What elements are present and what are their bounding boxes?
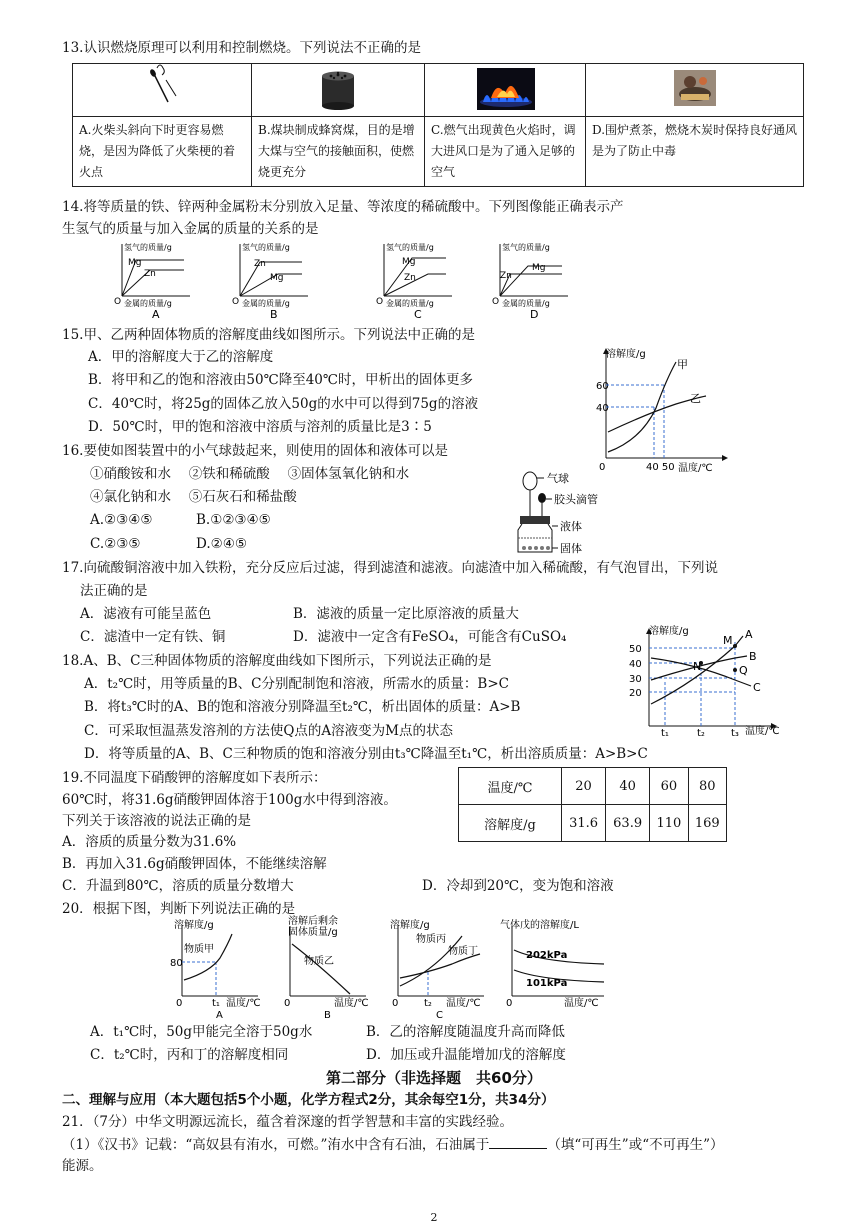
q20-a-curve	[184, 934, 232, 980]
q15-solubility-chart	[586, 340, 736, 475]
q20-graphs	[170, 914, 610, 1022]
q20-d-origin: 0	[506, 998, 513, 1009]
q20-a-origin: 0	[176, 998, 183, 1009]
q15-chart-label-yi: 乙	[690, 392, 701, 405]
q14-graph-b	[232, 242, 308, 321]
q19-option-d: D．冷却到20℃，变为饱和溶液	[422, 878, 614, 894]
q13-stem: 13.认识燃烧原理可以利用和控制燃烧。下列说法不正确的是	[62, 40, 421, 56]
q18-point-q: Q	[739, 664, 748, 677]
q20-b-curve	[292, 944, 350, 994]
page-number: 2	[430, 1211, 438, 1224]
q20-b-xlabel: 温度/℃	[334, 998, 369, 1009]
table-cell: 60	[650, 768, 688, 805]
q20-c-curve1-label: 物质丙	[416, 934, 446, 945]
q15-chart-ylabel: 溶解度/g	[606, 349, 646, 360]
q18-tick-t3: t₃	[731, 728, 739, 738]
table-cell: 溶解度/g	[459, 805, 562, 842]
curve-lower-label: Mg	[270, 273, 284, 283]
q20-b-ylabel-1: 溶解后剩余	[288, 916, 338, 927]
q20-option-c: C．t₂℃时，丙和丁的溶解度相同	[90, 1047, 289, 1063]
q16-apparatus	[510, 468, 630, 560]
q17-option-a: A．滤液有可能呈蓝色	[80, 606, 212, 622]
q20-a-curve-label: 物质甲	[184, 944, 214, 955]
q20-option-d: D．加压或升温能增加戊的溶解度	[366, 1047, 566, 1063]
q21-sub1-text-a: （1）《汉书》记载：“高奴县有洧水，可燃。”洧水中含有石油，石油属于	[62, 1137, 490, 1153]
q15-option-c: C．40℃时，将25g的固体乙放入50g的水中可以得到75g的溶液	[88, 396, 479, 412]
stove-tea-icon	[586, 64, 803, 116]
q20-option-a: A．t₁℃时，50g甲能完全溶于50g水	[90, 1024, 313, 1040]
q14-graphs	[110, 240, 590, 322]
q20-b-origin: 0	[284, 998, 291, 1009]
q19-stem-3: 下列关于该溶液的说法正确的是	[62, 813, 251, 829]
part2-section-heading: 二、理解与应用（本大题包括5个小题，化学方程式2分，其余每空1分，共34分）	[62, 1092, 555, 1108]
q14-graph-d	[492, 242, 568, 321]
x-axis-label: 金属的质量/g	[242, 299, 290, 308]
q20-c-t2: t₂	[424, 998, 432, 1009]
q19-stem-2: 60℃时，将31.6g硝酸钾固体溶于100g水中得到溶液。	[62, 792, 397, 808]
q21-sub1-end: 能源。	[62, 1158, 103, 1174]
q18-option-c: C．可采取恒温蒸发溶剂的方法使Q点的A溶液变为M点的状态	[84, 723, 453, 739]
q17-option-b: B．滤液的质量一定比原溶液的质量大	[293, 606, 519, 622]
q18-point-m: M	[723, 634, 733, 647]
q18-chart-ylabel: 溶解度/g	[649, 626, 689, 637]
part2-title: 第二部分（非选择题 共60分）	[326, 1069, 542, 1087]
q21-sub1-text-b: （填“可再生”或“不可再生”）	[547, 1137, 724, 1153]
q20-a-y80: 80	[170, 958, 183, 969]
q18-label-c: C	[753, 681, 761, 694]
q18-label-a: A	[745, 628, 753, 641]
q16-label-dropper: 胶头滴管	[554, 493, 598, 506]
table-cell: 80	[688, 768, 726, 805]
q18-tick-t1: t₁	[661, 728, 669, 738]
q15-chart-tick-40: 40	[596, 403, 609, 414]
curve-lower-label: Zn	[144, 269, 156, 279]
curve-upper-label: Zn	[254, 259, 266, 269]
q20-b-ylabel-2: 固体质量/g	[288, 927, 338, 938]
q19-option-c: C．升温到80℃，溶质的质量分数增大	[62, 878, 294, 894]
q16-choices-row-2: ④氯化钠和水 ⑤石灰石和稀盐酸	[90, 489, 297, 505]
q20-a-xlabel: 温度/℃	[226, 998, 261, 1009]
q17-option-d: D．滤液中一定含有FeSO₄，可能含有CuSO₄	[293, 629, 567, 645]
q15-chart-label-jia: 甲	[677, 358, 688, 371]
q20-c-origin: 0	[392, 998, 399, 1009]
q19-solubility-table	[458, 767, 727, 842]
y-axis-label: 氢气的质量/g	[242, 243, 290, 252]
honeycomb-briquette-icon	[252, 64, 424, 116]
origin-label: O	[492, 297, 500, 307]
q20-c-curve2-label: 物质丁	[448, 946, 478, 957]
curve-lower-label: Zn	[404, 273, 416, 283]
q16-label-balloon: 气球	[547, 472, 569, 485]
q14-graph-c	[376, 242, 452, 321]
q18-chart-tick-30: 30	[629, 674, 642, 685]
q15-chart-x4050: 40 50	[646, 462, 675, 473]
q15-chart-x0: 0	[599, 462, 606, 473]
q16-choices-row-1: ①硝酸铵和水 ②铁和稀硫酸 ③固体氢氧化钠和水	[90, 466, 410, 482]
q15-option-a: A．甲的溶解度大于乙的溶解度	[88, 349, 274, 365]
q15-option-d: D．50℃时，甲的饱和溶液中溶质与溶剂的质量比是3∶5	[88, 419, 432, 435]
q17-stem-1: 17.向硫酸铜溶液中加入铁粉，充分反应后过滤，得到滤渣和滤液。向滤渣中加入稀硫酸，有气泡冒出，下列说	[62, 560, 718, 576]
q18-chart-xlabel: 温度/℃	[745, 726, 780, 737]
q18-option-a: A．t₂℃时，用等质量的B、C分别配制饱和溶液，所需水的质量：B>C	[84, 676, 509, 692]
q15-option-b: B．将甲和乙的饱和溶液由50℃降至40℃时，甲析出的固体更多	[88, 372, 473, 388]
q20-b-curve-label: 物质乙	[304, 956, 334, 967]
q19-option-b: B．再加入31.6g硝酸钾固体，不能继续溶解	[62, 856, 327, 872]
y-axis-label: 氢气的质量/g	[502, 243, 550, 252]
q20-option-b: B．乙的溶解度随温度升高而降低	[366, 1024, 565, 1040]
q16-stem: 16.要使如图装置中的小气球鼓起来，则使用的固体和液体可以是	[62, 443, 448, 459]
q20-c-xlabel: 温度/℃	[446, 998, 481, 1009]
q18-label-b: B	[749, 650, 757, 663]
q18-tick-t2: t₂	[697, 728, 705, 738]
q14-graph-a	[114, 242, 190, 321]
q20-c-curve-2	[400, 954, 480, 978]
q15-chart-tick-60: 60	[596, 381, 609, 392]
x-axis-label: 金属的质量/g	[502, 299, 550, 308]
table-cell: 110	[650, 805, 688, 842]
q20-a-t1: t₁	[212, 998, 220, 1009]
q20-c-ylabel: 溶解度/g	[390, 920, 430, 931]
q13-option-c: C.燃气出现黄色火焰时，调大进风口是为了通入足够的空气	[431, 123, 576, 179]
curve-lower-label: Zn	[500, 271, 512, 281]
q17-stem-2: 法正确的是	[80, 583, 148, 599]
q13-table	[72, 63, 804, 187]
q20-a-letter: A	[216, 1010, 223, 1021]
q20-a-ylabel: 溶解度/g	[174, 920, 214, 931]
curve-upper-label: Mg	[402, 257, 416, 267]
q14-stem-1: 14.将等质量的铁、锌两种金属粉末分别放入足量、等浓度的稀硫酸中。下列图像能正确表示产	[62, 199, 624, 215]
q16-option-d: D.②④⑤	[196, 536, 247, 552]
answer-blank[interactable]	[489, 1134, 547, 1149]
q20-d-ylabel: 气体戊的溶解度/L	[500, 920, 579, 931]
y-axis-label: 氢气的质量/g	[386, 243, 434, 252]
y-axis-label: 氢气的质量/g	[124, 243, 172, 252]
q18-chart-tick-40: 40	[629, 659, 642, 670]
graph-letter: B	[270, 308, 278, 321]
table-cell: 温度/℃	[459, 768, 562, 805]
q18-option-b: B．将t₃℃时的A、B的饱和溶液分别降温至t₂℃，析出固体的质量：A>B	[84, 699, 521, 715]
gas-flame-icon	[425, 64, 585, 116]
q13-option-a: A.火柴头斜向下时更容易燃烧，是因为降低了火柴梗的着火点	[79, 123, 236, 179]
q16-label-solid: 固体	[560, 542, 582, 555]
table-cell: 31.6	[562, 805, 606, 842]
origin-label: O	[114, 297, 122, 307]
curve-upper-label: Mg	[128, 258, 142, 268]
table-cell: 40	[606, 768, 650, 805]
q13-option-d: D.围炉煮茶，燃烧木炭时保持良好通风是为了防止中毒	[592, 123, 798, 158]
q17-option-c: C．滤渣中一定有铁、铜	[80, 629, 226, 645]
q15-chart-xlabel: 温度/℃	[678, 463, 713, 474]
table-cell: 20	[562, 768, 606, 805]
matchstick-icon	[73, 64, 251, 116]
graph-letter: C	[414, 308, 422, 321]
q18-stem: 18.A、B、C三种固体物质的溶解度曲线如下图所示，下列说法正确的是	[62, 653, 492, 669]
q20-d-label-101kpa: 101kPa	[526, 978, 568, 989]
x-axis-label: 金属的质量/g	[386, 299, 434, 308]
origin-label: O	[376, 297, 384, 307]
q21-sub1	[62, 1134, 724, 1155]
table-cell: 63.9	[606, 805, 650, 842]
q16-option-c: C.②③⑤	[90, 536, 141, 552]
q20-c-letter: C	[436, 1010, 443, 1021]
q15-stem: 15.甲、乙两种固体物质的溶解度曲线如图所示。下列说法中正确的是	[62, 327, 475, 343]
q18-solubility-chart	[625, 622, 793, 738]
q20-d-xlabel: 温度/℃	[564, 998, 599, 1009]
q18-option-d: D．将等质量的A、B、C三种物质的饱和溶液分别由t₃℃降温至t₁℃，析出溶质质量：A>B>C	[84, 746, 648, 762]
q16-option-b: B.①②③④⑤	[196, 512, 271, 528]
q13-option-b: B.煤块制成蜂窝煤，目的是增大煤与空气的接触面积，使燃烧更充分	[258, 123, 415, 179]
graph-letter: D	[530, 308, 539, 321]
q20-b-letter: B	[324, 1010, 331, 1021]
q18-chart-tick-50: 50	[629, 644, 642, 655]
q21-stem: 21．（7分）中华文明源远流长，蕴含着深邃的哲学智慧和丰富的实践经验。	[62, 1114, 514, 1130]
q18-chart-tick-20: 20	[629, 688, 642, 699]
q19-stem-1: 19.不同温度下硝酸钾的溶解度如下表所示：	[62, 770, 327, 786]
graph-letter: A	[152, 308, 160, 321]
curve-upper-label: Mg	[532, 263, 546, 273]
q18-point-n: N	[693, 660, 702, 673]
q20-d-label-202kpa: 202kPa	[526, 950, 568, 961]
q16-option-a: A.②③④⑤	[90, 512, 153, 528]
q16-label-liquid: 液体	[560, 520, 582, 533]
table-cell: 169	[688, 805, 726, 842]
q14-stem-2: 生氢气的质量与加入金属的质量的关系的是	[62, 221, 319, 237]
origin-label: O	[232, 297, 240, 307]
x-axis-label: 金属的质量/g	[124, 299, 172, 308]
q19-option-a: A．溶质的质量分数为31.6%	[62, 834, 237, 850]
q20-stem: 20．根据下图，判断下列说法正确的是	[62, 901, 296, 917]
